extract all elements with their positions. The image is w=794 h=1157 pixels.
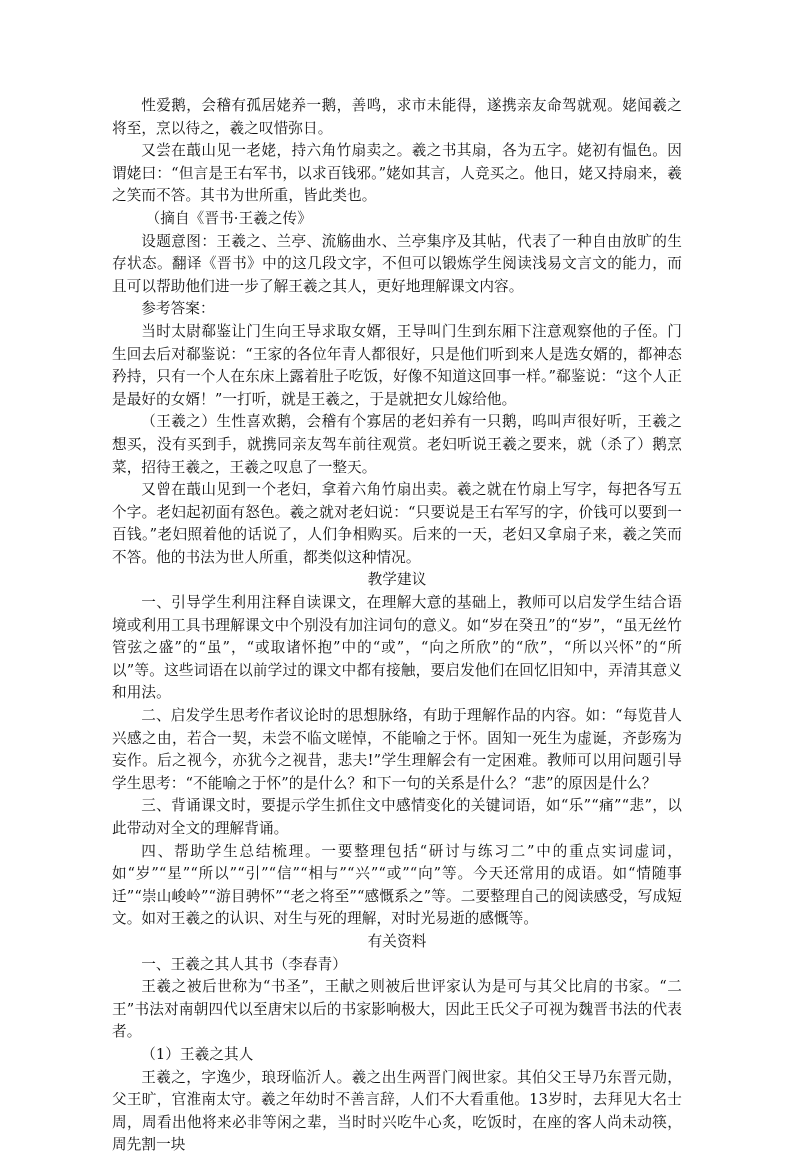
section-heading-teaching: 教学建议 xyxy=(367,571,427,589)
source-citation: （摘自《晋书·王羲之传》 xyxy=(145,209,312,227)
paragraph-materials-intro: 王羲之被后世称为“书圣”，王献之则被后世评家认为是可与其父比肩的书家。“二王”书法对南朝四代以至唐宋以后的书家影响极大，因此王氏父子可视为魏晋书法的代表者。 xyxy=(112,978,682,1041)
paragraph-fan: 又尝在蕺山见一老姥，持六角竹扇卖之。羲之书其扇，各为五字。姥初有愠色。因谓姥曰：“但言是王右军书，以求百钱邪。”姥如其言，人竞买之。他日，姥又持扇来，羲之笑而不答。其书为世所重，皆此类也。 xyxy=(112,142,682,205)
paragraph-teaching-2: 二、启发学生思考作者议论时的思想脉络，有助于理解作品的内容。如：“每览昔人兴感之由，若合一契，未尝不临文嗟悼，不能喻之于怀。固知一死生为虚诞，齐彭殇为妄作。后之视今，亦犹今之视昔，悲夫!”学生理解会有一定困难。教师可以用问题引导学生思考：“不能喻之于怀”的是什么？和下一句的关系是什么？“悲”的原因是什么？ xyxy=(112,707,682,792)
paragraph-design-intent: 设题意图：王羲之、兰亭、流觞曲水、兰亭集序及其帖，代表了一种自由放旷的生存状态。翻译《晋书》中的这几段文字，不但可以锻炼学生阅读浅易文言文的能力，而且可以帮助他们进一步了解王羲之其人，更好地理解课文内容。 xyxy=(112,232,682,295)
paragraph-teaching-3: 三、背诵课文时，要提示学生抓住文中感情变化的关键词语，如“乐”“痛”“悲”，以此带动对全文的理解背诵。 xyxy=(112,797,682,837)
paragraph-materials-subtitle: （1）王羲之其人 xyxy=(141,1045,254,1063)
paragraph-answer-1: 当时太尉郗鉴让门生向王导求取女婿，王导叫门生到东厢下注意观察他的子侄。门生回去后对郗鉴说：“王家的各位年青人都很好，只是他们听到来人是选女婿的，都神态矜持，只有一个人在东床上露着肚子吃饭，好像不知道这回事一样。”郗鉴说：“这个人正是最好的女婿！”一打听，就是王羲之，于是就把女儿嫁给他。 xyxy=(112,322,682,408)
paragraph-teaching-4: 四、帮助学生总结梳理。一要整理包括“研讨与练习二”中的重点实词虚词，如“岁”“星”“所以”“引”“信”“相与”“兴”“或”“向”等。今天还常用的成语。如“情随事迁”“崇山峻岭”“游目骋怀”“老之将至”“感慨系之”等。二要整理自己的阅读感受，写成短文。如对王羲之的认识、对生与死的理解，对时光易逝的感慨等。 xyxy=(112,842,682,928)
paragraph-answer-label: 参考答案： xyxy=(141,300,215,318)
paragraph-goose: 性爱鹅，会稽有孤居姥养一鹅，善鸣，求市未能得，遂携亲友命驾就观。姥闻羲之将至，烹以待之，羲之叹惜弥日。 xyxy=(112,97,682,137)
section-heading-materials: 有关资料 xyxy=(367,932,427,950)
paragraph-materials-bio: 王羲之，字逸少，琅玡临沂人。羲之出生两晋门阀世家。其伯父王导乃东晋元勋，父王旷，官淮南太守。羲之年幼时不善言辞，人们不大看重他。13岁时，去拜见大名士周，周看出他将来必非等闲之辈，当时时兴吃牛心炙，吃饭时，在座的客人尚未动筷，周先割一块 xyxy=(112,1068,682,1154)
paragraph-teaching-1: 一、引导学生利用注释自读课文，在理解大意的基础上，教师可以启发学生结合语境或利用工具书理解课文中个别没有加注词句的意义。如“岁在癸丑”的“岁”，“虽无丝竹管弦之盛”的“虽”，“或取诸怀抱”中的“或”，“向之所欣”的“欣”，“所以兴怀”的“所以”等。这些词语在以前学过的课文中都有接触，要启发他们在回忆旧知中，弄清其意义和用法。 xyxy=(112,594,682,702)
paragraph-materials-title: 一、王羲之其人其书（李春青） xyxy=(141,955,347,973)
paragraph-answer-3: 又曾在蕺山见到一个老妇，拿着六角竹扇出卖。羲之就在竹扇上写字，每把各写五个字。老妇起初面有怒色。羲之就对老妇说：“只要说是王右军写的字，价钱可以要到一百钱。”老妇照着他的话说了，人们争相购买。后来的一天，老妇又拿扇子来，羲之笑而不答。他的书法为世人所重，都类似这种情况。 xyxy=(112,481,682,566)
paragraph-answer-2: （王羲之）生性喜欢鹅，会稽有个寡居的老妇养有一只鹅，呜叫声很好听，王羲之想买，没有买到手，就携同亲友驾车前往观赏。老妇听说王羲之要来，就（杀了）鹅烹菜，招待王羲之，王羲之叹息了一整天。 xyxy=(112,413,682,476)
